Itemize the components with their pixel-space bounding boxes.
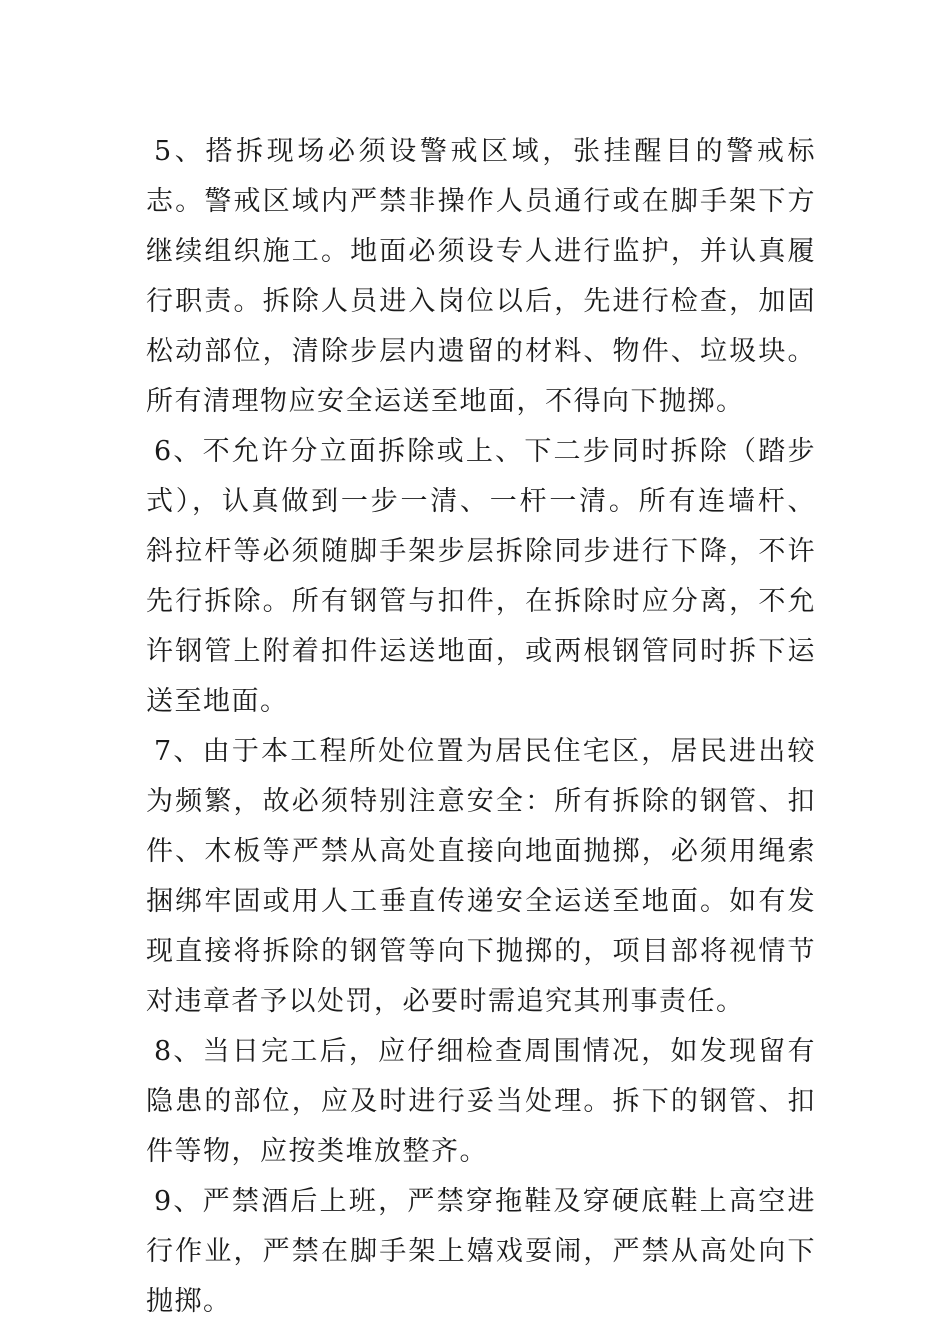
paragraph-8: 8、当日完工后，应仔细检查周围情况，如发现留有隐患的部位，应及时进行妥当处理。拆下的钢管、扣件等物，应按类堆放整齐。	[146, 1036, 816, 1167]
paragraph-7: 7、由于本工程所处位置为居民住宅区，居民进出较为频繁，故必须特别注意安全：所有拆除的钢管、扣件、木板等严禁从高处直接向地面抛掷，必须用绳索捆绑牢固或用人工垂直传递安全运送至地面。如有发现直接将拆除的钢管等向下抛掷的，项目部将视情节对违章者予以处罚，必要时需追究其刑事责任。	[146, 736, 816, 1017]
paragraph-6: 6、不允许分立面拆除或上、下二步同时拆除（踏步式），认真做到一步一清、一杆一清。所有连墙杆、斜拉杆等必须随脚手架步层拆除同步进行下降，不许先行拆除。所有钢管与扣件，在拆除时应分离，不允许钢管上附着扣件运送地面，或两根钢管同时拆下运送至地面。	[146, 436, 816, 717]
paragraph-9: 9、严禁酒后上班，严禁穿拖鞋及穿硬底鞋上高空进行作业，严禁在脚手架上嬉戏耍闹，严禁从高处向下抛掷。	[146, 1186, 816, 1317]
paragraph-5: 5、搭拆现场必须设警戒区域，张挂醒目的警戒标志。警戒区域内严禁非操作人员通行或在脚手架下方继续组织施工。地面必须设专人进行监护，并认真履行职责。拆除人员进入岗位以后，先进行检查，加固松动部位，清除步层内遗留的材料、物件、垃圾块。所有清理物应安全运送至地面，不得向下抛掷。	[146, 136, 816, 417]
document-body	[146, 127, 816, 1327]
